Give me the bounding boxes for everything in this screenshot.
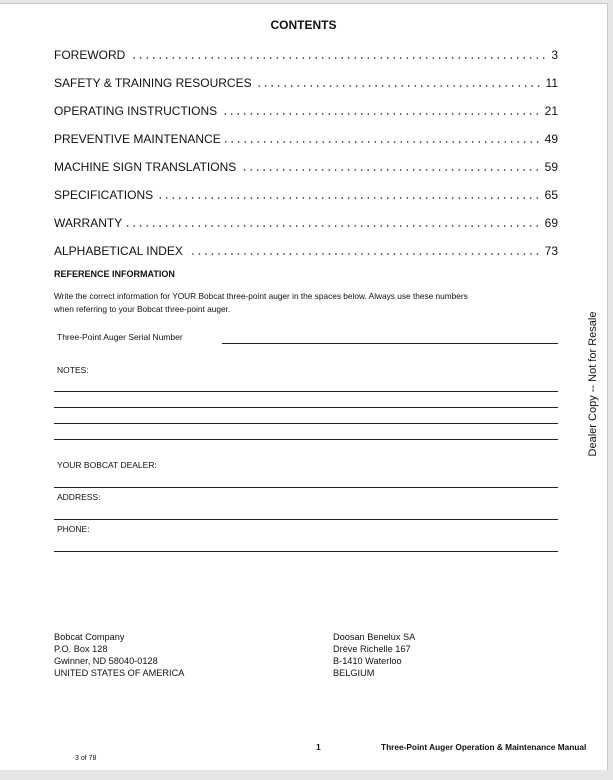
page-title: CONTENTS	[270, 18, 337, 32]
document-page	[0, 3, 608, 770]
us-address	[54, 631, 184, 679]
toc-entry[interactable]	[54, 104, 558, 118]
toc-page: 11	[545, 76, 558, 90]
toc-page: 65	[544, 188, 558, 202]
address-line-text: UNITED STATES OF AMERICA	[54, 668, 185, 678]
toc-page: 69	[544, 216, 558, 230]
toc-page: 21	[544, 104, 558, 118]
phone-label: PHONE:	[57, 524, 90, 534]
address-line	[54, 519, 558, 520]
toc-entry[interactable]	[54, 132, 558, 146]
notes-label: NOTES:	[57, 365, 89, 375]
dot-leader	[126, 225, 540, 227]
toc-label: SAFETY & TRAINING RESOURCES	[54, 76, 252, 90]
dot-leader	[240, 169, 540, 171]
toc-label: WARRANTY	[54, 216, 123, 230]
reference-paragraph-line2: when referring to your Bobcat three-point auger.	[54, 304, 231, 314]
viewer-page-indicator: 3 of 78	[75, 755, 97, 762]
phone-line	[54, 551, 558, 552]
dot-leader	[225, 141, 541, 143]
serial-number-label: Three-Point Auger Serial Number	[57, 332, 183, 342]
toc-entry[interactable]	[54, 76, 558, 90]
toc-page: 73	[544, 244, 558, 258]
dealer-label: YOUR BOBCAT DEALER:	[57, 460, 157, 470]
eu-address	[333, 631, 415, 679]
toc-label: SPECIFICATIONS	[54, 188, 154, 202]
toc-entry[interactable]	[54, 160, 558, 174]
toc-entry[interactable]	[54, 48, 558, 62]
toc-label: FOREWORD	[54, 48, 126, 62]
dot-leader	[256, 85, 542, 87]
toc-label: OPERATING INSTRUCTIONS	[54, 104, 218, 118]
toc-entry[interactable]	[54, 188, 558, 202]
notes-line	[54, 407, 558, 408]
dealer-line	[54, 487, 558, 488]
address-line-text: Drève Richelle 167	[333, 644, 411, 654]
serial-number-line	[222, 343, 558, 344]
dot-leader	[129, 57, 547, 59]
address-line-text: Bobcat Company	[54, 632, 125, 642]
page-number: 1	[316, 742, 321, 752]
address-label: ADDRESS:	[57, 492, 101, 502]
toc-label: MACHINE SIGN TRANSLATIONS	[54, 160, 237, 174]
address-line-text: P.O. Box 128	[54, 644, 108, 654]
dot-leader	[157, 197, 541, 199]
address-line-text: Doosan Benelux SA	[333, 632, 416, 642]
toc-page: 3	[551, 48, 558, 62]
manual-title: Three-Point Auger Operation & Maintenance Manual	[381, 742, 587, 752]
toc-page: 49	[544, 132, 558, 146]
toc-page: 59	[544, 160, 558, 174]
toc-entry[interactable]	[54, 216, 558, 230]
notes-line	[54, 391, 558, 392]
dot-leader	[221, 113, 541, 115]
toc-label: PREVENTIVE MAINTENANCE	[54, 132, 221, 146]
toc-label: ALPHABETICAL INDEX	[54, 244, 183, 258]
dot-leader	[187, 253, 541, 255]
reference-heading: REFERENCE INFORMATION	[54, 269, 175, 279]
address-line-text: Gwinner, ND 58040-0128	[54, 656, 158, 666]
address-line-text: B-1410 Waterloo	[333, 656, 402, 666]
notes-line	[54, 439, 558, 440]
address-line-text: BELGIUM	[333, 668, 375, 678]
reference-paragraph-line1: Write the correct information for YOUR Bobcat three-point auger in the spaces below. Always use these numbers	[54, 291, 468, 301]
notes-line	[54, 423, 558, 424]
toc-entry[interactable]	[54, 244, 558, 258]
dealer-copy-watermark: Dealer Copy -- Not for Resale	[587, 311, 599, 457]
